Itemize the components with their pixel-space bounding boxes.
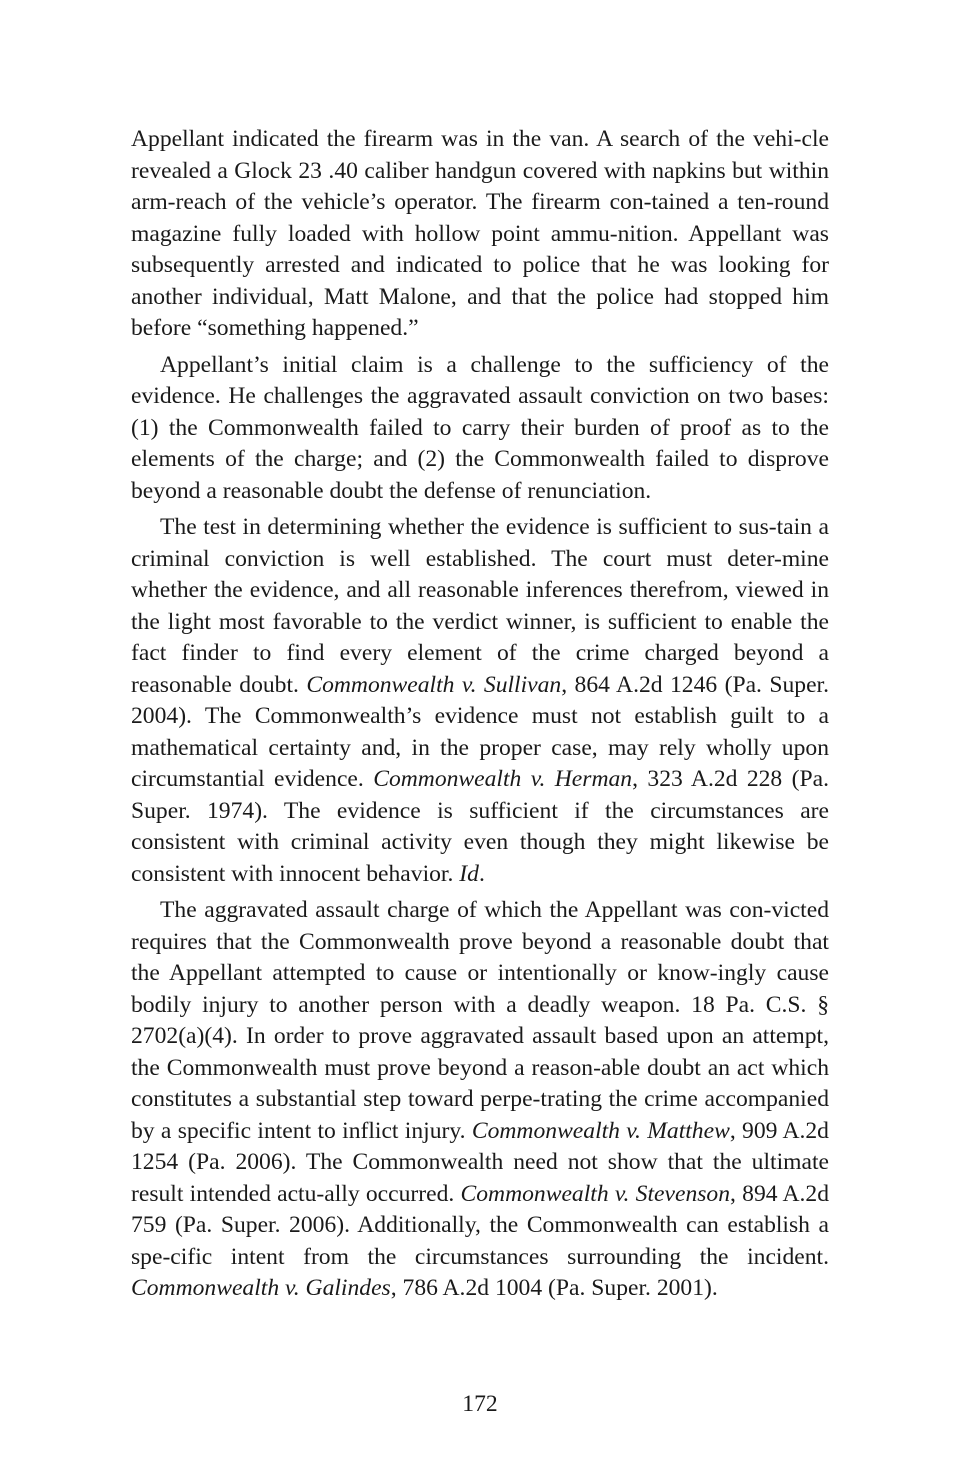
case-citation: Id	[459, 860, 479, 887]
paragraph-text: Appellant’s initial claim is a challenge to the sufficiency of the evidence. He challenges the aggravated assault conviction on two bases: (1) the Commonwealth failed to carry their burden of proof as to the elements of the charge; and (2) the Commonwealth failed to disprove beyond a reasonable doubt the defense of renunciation.	[131, 351, 829, 504]
paragraph-4	[131, 895, 829, 1305]
document-body	[131, 124, 829, 1310]
paragraph-3	[131, 512, 829, 890]
paragraph-text: , 864 A.2d 1246 (Pa. Super. 2004). The Commonwealth’s evidence must not establish guilt to a mathematical certainty and, in the proper case, may rely wholly upon circumstantial evidence.	[131, 671, 829, 792]
case-citation: Commonwealth v. Galindes	[131, 1275, 391, 1301]
paragraph-text: , 894 A.2d 759 (Pa. Super. 2006). Additionally, the Commonwealth can establish a spe-cific intent from the circumstances surrounding the incident.	[131, 1180, 829, 1270]
case-citation: Commonwealth v. Stevenson	[460, 1180, 731, 1207]
paragraph-text: , 786 A.2d 1004 (Pa. Super. 2001).	[390, 1275, 718, 1301]
page-number: 172	[462, 1391, 498, 1417]
paragraph-text: Appellant indicated the firearm was in the van. A search of the vehi-cle revealed a Glock 23 .40 caliber handgun covered with napkins but within arm-reach of the vehicle’s operator. The firearm con-tained a ten-round magazine fully loaded with hollow point ammu-nition. Appellant was subsequently arrested and indicated to police that he was looking for another individual, Matt Malone, and that the police had stopped him before “something happened.”	[131, 126, 829, 341]
case-citation: Commonwealth v. Sullivan	[306, 671, 562, 698]
paragraph-1	[131, 124, 829, 345]
paragraph-text: The test in determining whether the evidence is sufficient to sus-tain a criminal conviction is well established. The court must deter-mine whether the evidence, and all reasonable inferences therefrom, viewed in the light most favorable to the verdict winner, is sufficient to enable the fact finder to find every element of the crime charged beyond a reasonable doubt.	[131, 514, 829, 698]
case-citation: Commonwealth v. Herman	[373, 766, 633, 792]
paragraph-text: , 909 A.2d 1254 (Pa. 2006). The Commonwealth need not show that the ultimate result intended actu-ally occurred.	[131, 1117, 829, 1207]
paragraph-text: , 323 A.2d 228 (Pa. Super. 1974). The evidence is sufficient if the circumstances are consistent with criminal activity even though they might likewise be consistent with innocent behavior.	[131, 766, 829, 887]
paragraph-2	[131, 350, 829, 508]
case-citation: Commonwealth v. Matthew	[471, 1117, 730, 1144]
paragraph-text: The aggravated assault charge of which the Appellant was con-victed requires that the Commonwealth prove beyond a reasonable doubt that the Appellant attempted to cause or intentionally or know-ingly cause bodily injury to another person with a deadly weapon. 18 Pa. C.S. § 2702(a)(4). In order to prove aggravated assault based upon an attempt, the Commonwealth must prove beyond a reason-able doubt an act which constitutes a substantial step toward perpe-trating the crime accompanied by a specific intent to inflict injury.	[131, 897, 829, 1144]
paragraph-text: .	[478, 860, 485, 887]
